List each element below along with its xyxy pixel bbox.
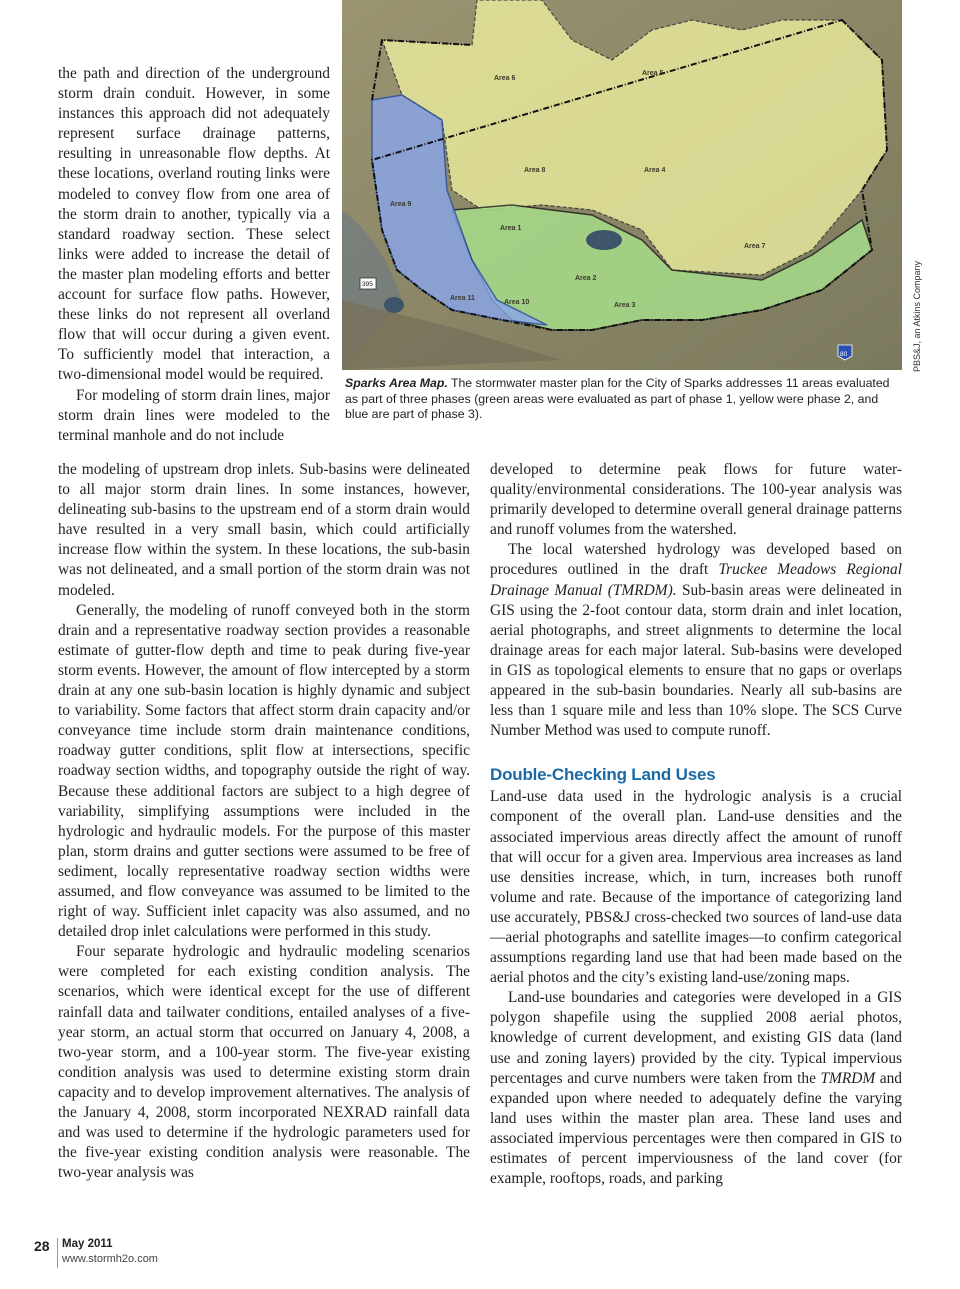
label-area4: Area 4 <box>644 167 666 174</box>
paragraph-land-use-boundaries <box>490 988 902 1189</box>
label-area2: Area 2 <box>575 275 597 282</box>
label-area8: Area 8 <box>524 167 546 174</box>
map-graphic <box>342 0 902 370</box>
section-heading: Double-Checking Land Uses <box>490 765 716 785</box>
paragraph-storm-drain-lines-start: For modeling of storm drain lines, major storm drain lines were modeled to the terminal manhole and do not include <box>58 386 330 444</box>
paragraph-watershed-hydrology <box>490 540 902 741</box>
issue-date: May 2011 <box>62 1238 113 1250</box>
page-number: 28 <box>34 1238 50 1254</box>
label-area7: Area 7 <box>744 243 766 250</box>
paragraph-runoff-modeling: Generally, the modeling of runoff conveyed both in the storm drain and a representative roadway section provides a reasonable estimate of gutter-flow depth and time to peak during five-year storm events. However, the amount of flow intercepted by a storm drain at any one sub-basin location is highly dynamic and subject to variability. Some factors that affect storm drain capacity and/or conveyance time include storm drain maintenance conditions, roadway gutter conditions, split flow at intersections, specific roadway section widths, and topography outside the right of way. Because these additional factors are subject to a high degree of variability, simplifying assumptions were included in the hydrologic and hydraulic models. For the purpose of this master plan, storm drains and gutter sections were assumed to be free of sediment, locally representative roadway section widths were assumed, and flow conveyance was assumed to be limited to the right of way. Sufficient inlet capacity was also assumed, and no detailed drop inlet calculations were performed in this study. <box>58 601 470 941</box>
left-column-top <box>58 64 330 446</box>
sparks-area-map <box>342 0 902 370</box>
paragraph-modeling-scenarios: Four separate hydrologic and hydraulic modeling scenarios were completed for each existing condition analysis. The scenarios, which were identical except for the use of different rainfall data and tailwater conditions, entailed analyses of a five-year storm, an actual storm that occurred on January 4, 2008, a two-year storm, and a 100-year storm. The five-year existing condition analysis was used to determine existing storm drain capacity and to develop improvement alternatives. The analysis of the January 4, 2008, storm incorporated NEXRAD rainfall data and was used to determine if the hydrologic parameters used for the five-year existing condition analysis were reasonable. The two-year analysis was <box>58 943 470 1182</box>
manual-abbrev: TMRDM <box>820 1069 876 1087</box>
paragraph-overland-links: the path and direction of the underground storm drain conduit. However, in some instances this approach did not adequately represent surface drainage patterns, resulting in unreasonable flow depths. At these locations, overland routing links were modeled to convey flow from one area of the storm drain to another, typically via a standard roadway section. These select links were added to increase the detail of the master plan modeling efforts and better account for surface flow paths. However, these links do not represent all overland flow that will occur during a given event. To sufficiently model that interaction, a two-dimensional model would be required. <box>58 65 330 384</box>
label-area6: Area 6 <box>494 75 516 82</box>
text-run: The local watershed hydrology was developed based on procedures outlined in the draft <box>490 541 902 579</box>
label-area5: Area 5 <box>642 70 664 77</box>
figure-caption <box>345 376 900 423</box>
text-run: Sub-basin areas were delineated in GIS using the 2-foot contour data, storm drain and inlet location, aerial photographs, and street alignments to determine the local drainage areas for each major lateral. Sub-basins were developed in GIS as topological elements to ensure that no gaps or overlaps appeared in the sub-basin boundaries. Nearly all sub-basins are less than 1 square mile and less than 10% slope. The SCS Curve Number Method was used to compute runoff. <box>490 581 902 740</box>
manual-title: Truckee Meadows Regional Drainage Manual (TMRDM). <box>490 561 902 599</box>
shield-80-label: 80 <box>840 351 848 358</box>
caption-title: Sparks Area Map. <box>345 376 448 390</box>
photo-credit: PBS&J, an Atkins Company <box>912 260 922 372</box>
website-url[interactable]: www.stormh2o.com <box>62 1253 158 1265</box>
label-area11: Area 11 <box>450 295 475 302</box>
paragraph-land-use-data: Land-use data used in the hydrologic analysis is a crucial component of the overall plan. Land-use densities and the associated impervious areas directly affect the amount of runoff that will occur for a given area. Impervious area increases as land use densities increase, which, in turn, increases both runoff volume and rate. Because of the importance of categorizing land use accurately, PBS&J cross-checked two sources of land-use data—aerial photographs and satellite images—to confirm categorical assumptions regarding land use that had been made based on the aerial photos and the city’s existing land-use/zoning maps. <box>490 788 902 987</box>
footer-divider <box>57 1238 58 1268</box>
text-run: Land-use boundaries and categories were developed in a GIS polygon shapefile using the supplied 2008 aerial photos, knowledge of current development, and existing GIS data (land use and zoning layers) provided by the city. Typical impervious percentages and curve numbers were taken from the <box>490 989 902 1087</box>
label-area10: Area 10 <box>504 299 530 306</box>
caption-text: The stormwater master plan for the City of Sparks addresses 11 areas evaluated as part of three phases (green areas were evaluated as part of phase 1, yellow were phase 2, and blue are part of phase 3). <box>345 376 890 421</box>
left-column-main <box>58 460 470 1183</box>
label-area1: Area 1 <box>500 225 522 232</box>
right-column <box>490 460 902 1189</box>
label-area3: Area 3 <box>614 302 636 309</box>
text-run: and expanded upon where needed to adequately define the varying land uses within the master plan area. These land uses and associated impervious percentages were then compared in GIS to estimates of percent imperviousness of the land cover (for example, rooftops, roads, and parking <box>490 1069 902 1188</box>
label-area9: Area 9 <box>390 201 412 208</box>
paragraph-analysis-purpose: developed to determine peak flows for future water-quality/environmental considerations. The 100-year analysis was primarily developed to determine overall general drainage patterns and runoff volumes from the watershed. <box>490 461 902 539</box>
shield-395-label: 395 <box>362 281 373 288</box>
paragraph-storm-drain-lines-cont: the modeling of upstream drop inlets. Sub-basins were delineated to all major storm drain lines. In some instances, however, delineating sub-basins to the upstream end of a storm drain would have resulted in a very small basin, which could artificially increase flow within the system. In these locations, the sub-basin was not delineated, and a small portion of the storm drain was not modeled. <box>58 461 470 599</box>
